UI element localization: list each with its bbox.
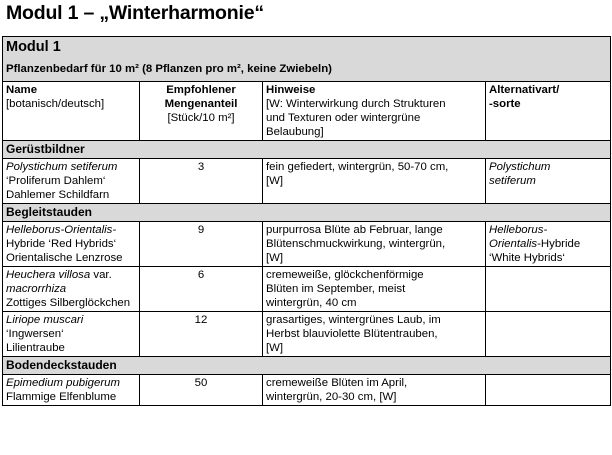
- column-header-name-note: [botanisch/deutsch]: [6, 98, 105, 110]
- alternative-line: ‘White Hybrids‘: [489, 252, 565, 264]
- botanical-name-cont: Hybride ‘Red Hybrids‘: [6, 238, 117, 250]
- cell-alternativ: [486, 267, 611, 312]
- cell-name: [3, 375, 140, 406]
- cell-hinweise: [263, 222, 486, 267]
- cell-hinweise: [263, 375, 486, 406]
- cell-menge: 12: [140, 312, 263, 357]
- modul-header-row: [3, 37, 611, 82]
- botanical-name: Heuchera villosa var.: [6, 269, 112, 281]
- table-row: [3, 159, 611, 204]
- section-row: [3, 204, 611, 222]
- common-name: Dahlemer Schildfarn: [6, 189, 110, 201]
- column-header-hinweise-note-1: [W: Winterwirkung durch Strukturen: [266, 98, 446, 110]
- alternative-line: setiferum: [489, 175, 536, 187]
- cell-menge: 50: [140, 375, 263, 406]
- column-header-menge-title-2: Mengenanteil: [164, 98, 238, 110]
- plant-table: [2, 36, 611, 406]
- column-header-alternativ-title-1: Alternativart/: [489, 84, 560, 96]
- hinweis-line: Blütenschmuckwirkung, wintergrün,: [266, 238, 446, 250]
- section-row: [3, 141, 611, 159]
- cell-hinweise: [263, 312, 486, 357]
- cultivar-name: ‘Ingwersen‘: [6, 328, 64, 340]
- table-row: [3, 312, 611, 357]
- cell-alternativ: [486, 312, 611, 357]
- column-header-hinweise: [263, 82, 486, 141]
- modul-subtitle: Pflanzenbedarf für 10 m² (8 Pflanzen pro m², keine Zwiebeln): [6, 63, 332, 75]
- botanical-name: Liriope muscari: [6, 314, 84, 326]
- cultivar-name: ‘Proliferum Dahlem‘: [6, 175, 106, 187]
- cell-name: [3, 312, 140, 357]
- page-title: Modul 1 – „Winterharmonie“: [6, 2, 264, 24]
- common-name: Flammige Elfenblume: [6, 391, 117, 403]
- cell-name: [3, 222, 140, 267]
- botanical-name-cont: macrorrhiza: [6, 283, 67, 295]
- alternative-line: Polystichum: [489, 161, 551, 173]
- cell-alternativ: [486, 222, 611, 267]
- common-name: Orientalische Lenzrose: [6, 252, 123, 264]
- cell-menge: 6: [140, 267, 263, 312]
- column-header-alternativ: [486, 82, 611, 141]
- hinweis-line: cremeweiße, glöckchenförmige: [266, 269, 424, 281]
- cell-name: [3, 267, 140, 312]
- cell-hinweise: [263, 159, 486, 204]
- column-header-alternativ-title-2: -sorte: [489, 98, 521, 110]
- table-row: [3, 375, 611, 406]
- hinweis-line: wintergrün, 20-30 cm, [W]: [266, 391, 397, 403]
- hinweis-line: fein gefiedert, wintergrün, 50-70 cm,: [266, 161, 449, 173]
- column-header-name: [3, 82, 140, 141]
- cell-alternativ: [486, 375, 611, 406]
- hinweis-line: [W]: [266, 342, 284, 354]
- alternative-italic-part: Orientalis: [489, 238, 538, 250]
- section-title: Begleitstauden: [3, 204, 611, 222]
- botanical-name: Polystichum setiferum: [6, 161, 118, 173]
- cell-alternativ: [486, 159, 611, 204]
- alternative-line: Helleborus-: [489, 224, 548, 236]
- common-name: Lilientraube: [6, 342, 65, 354]
- hinweis-line: Blüten im September, meist: [266, 283, 406, 295]
- cell-name: [3, 159, 140, 204]
- botanical-name-italic: Heuchera villosa: [6, 269, 91, 281]
- column-header-hinweise-note-3: Belaubung]: [266, 126, 324, 138]
- section-title: Bodendeckstauden: [3, 357, 611, 375]
- column-header-name-title: Name: [6, 84, 38, 96]
- modul-header-cell: [3, 37, 611, 82]
- column-header-menge: [140, 82, 263, 141]
- cell-hinweise: [263, 267, 486, 312]
- botanical-name: Helleborus-Orientalis-: [6, 224, 117, 236]
- cell-menge: 3: [140, 159, 263, 204]
- alternative-suffix: -Hybride: [537, 238, 581, 250]
- hinweis-line: [W]: [266, 252, 284, 264]
- table-row: [3, 222, 611, 267]
- column-header-hinweise-title: Hinweise: [266, 84, 316, 96]
- alternative-line: [489, 237, 607, 251]
- common-name: Zottiges Silberglöckchen: [6, 297, 131, 309]
- hinweis-line: [W]: [266, 175, 284, 187]
- column-header-menge-unit: [Stück/10 m²]: [167, 112, 235, 124]
- hinweis-line: cremeweiße Blüten im April,: [266, 377, 408, 389]
- hinweis-line: purpurrosa Blüte ab Februar, lange: [266, 224, 443, 236]
- hinweis-line: Herbst blauviolette Blütentrauben,: [266, 328, 438, 340]
- column-header-menge-title-1: Empfohlener: [166, 84, 236, 96]
- modul-name: Modul 1: [6, 39, 61, 55]
- hinweis-line: wintergrün, 40 cm: [266, 297, 357, 309]
- botanical-name: Epimedium pubigerum: [6, 377, 120, 389]
- hinweis-line: grasartiges, wintergrünes Laub, im: [266, 314, 441, 326]
- section-row: [3, 357, 611, 375]
- table-row: [3, 267, 611, 312]
- section-title: Gerüstbildner: [3, 141, 611, 159]
- column-header-row: [3, 82, 611, 141]
- column-header-hinweise-note-2: und Texturen oder wintergrüne: [266, 112, 421, 124]
- cell-menge: 9: [140, 222, 263, 267]
